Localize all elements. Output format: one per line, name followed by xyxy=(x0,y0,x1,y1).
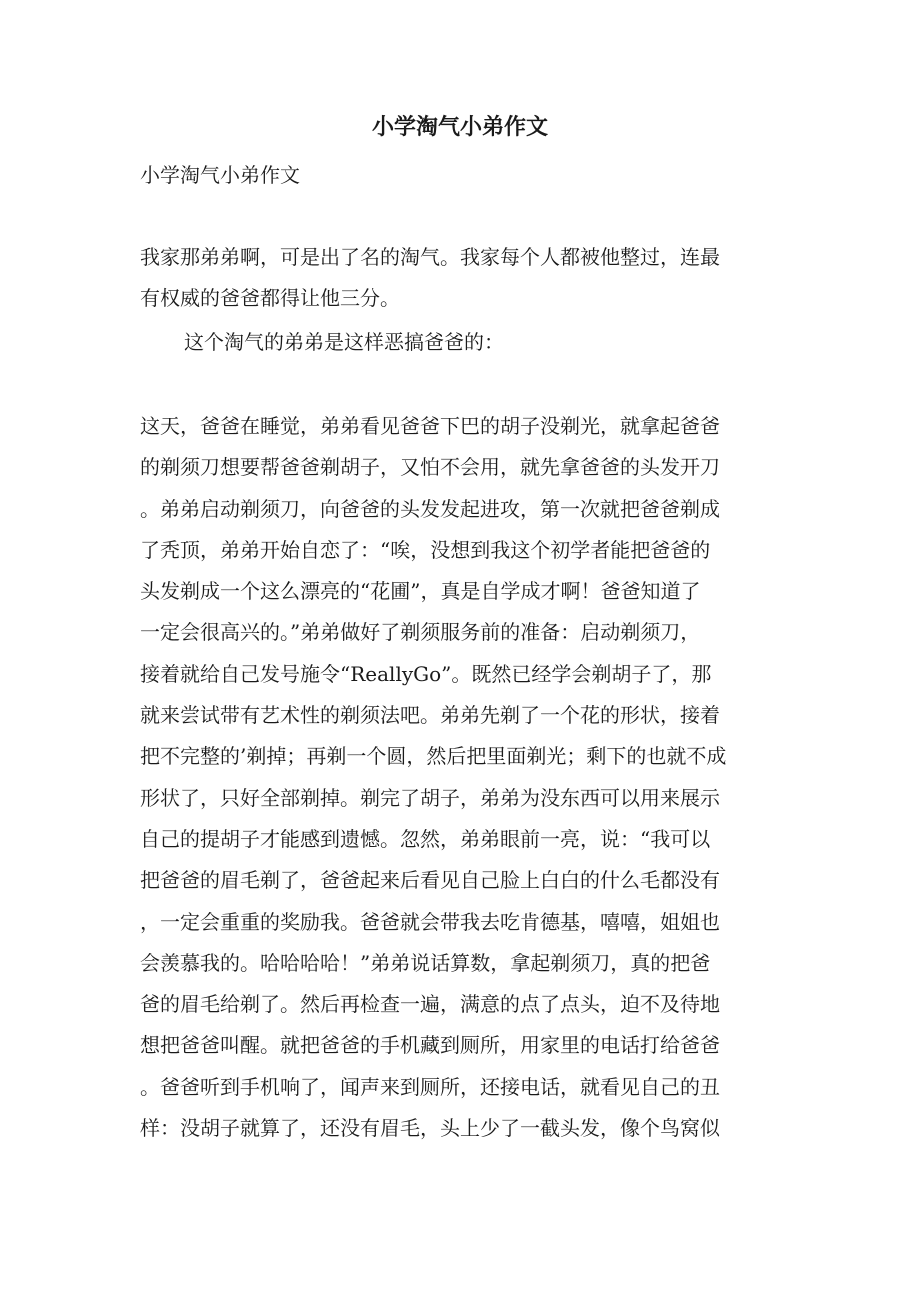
text-line: 这个淘气的弟弟是这样恶搞爸爸的： xyxy=(184,330,504,354)
text-line: 接着就给自己发号施令“ReallyGo”。既然已经学会剃胡子了，那 xyxy=(140,661,712,686)
text-line: 。弟弟启动剃须刀，向爸爸的头发发起进攻，第一次就把爸爸剃成 xyxy=(140,496,720,521)
text-line: 会羡慕我的。哈哈哈哈！”弟弟说话算数，拿起剃须刀，真的把爸 xyxy=(140,950,711,975)
paragraph-lead xyxy=(184,322,784,363)
text-line: 我家那弟弟啊，可是出了名的淘气。我家每个人都被他整过，连最 xyxy=(140,245,720,269)
text-line: 一定会很高兴的。”弟弟做好了剃须服务前的准备：启动剃须刀， xyxy=(140,620,701,645)
text-line: 爸的眉毛给剃了。然后再检查一遍，满意的点了点头，迫不及待地 xyxy=(140,992,720,1017)
text-line: ，一定会重重的奖励我。爸爸就会带我去吃肯德基，嘻嘻，姐姐也 xyxy=(140,909,720,934)
text-line: 了秃顶，弟弟开始自恋了：“唉，没想到我这个初学者能把爸爸的 xyxy=(140,537,711,562)
text-line: 这天，爸爸在睡觉，弟弟看见爸爸下巴的胡子没剃光，就拿起爸爸 xyxy=(140,414,720,438)
text-line: 形状了，只好全部剃掉。剃完了胡子，弟弟为没东西可以用来展示 xyxy=(140,785,720,810)
document-subtitle: 小学淘气小弟作文 xyxy=(140,163,300,187)
text-line: 自己的提胡子才能感到遗憾。忽然，弟弟眼前一亮，说：“我可以 xyxy=(140,826,711,851)
document-title: 小学淘气小弟作文 xyxy=(371,114,548,140)
text-line: 就来尝试带有艺术性的剃须法吧。弟弟先剃了一个花的形状，接着 xyxy=(140,703,720,728)
paragraph-story xyxy=(140,406,780,1149)
text-line: 想把爸爸叫醒。就把爸爸的手机藏到厕所，用家里的电话打给爸爸 xyxy=(140,1033,720,1058)
paragraph-intro xyxy=(140,237,780,319)
text-line: 的剃须刀想要帮爸爸剃胡子，又怕不会用，就先拿爸爸的头发开刀 xyxy=(140,455,720,480)
text-line: 样：没胡子就算了，还没有眉毛，头上少了一截头发，像个鸟窝似 xyxy=(140,1116,720,1141)
text-line: 把不完整的’剃掉；再剃一个圆，然后把里面剃光；剩下的也就不成 xyxy=(140,744,727,769)
text-line: 把爸爸的眉毛剃了，爸爸起来后看见自己脸上白白的什么毛都没有 xyxy=(140,868,720,893)
text-line: 有权威的爸爸都得让他三分。 xyxy=(140,286,400,310)
text-line: 头发剃成一个这么漂亮的“花圃”，真是自学成才啊！爸爸知道了 xyxy=(140,579,701,604)
text-line: 。爸爸听到手机响了，闻声来到厕所，还接电话，就看见自己的丑 xyxy=(140,1074,720,1099)
